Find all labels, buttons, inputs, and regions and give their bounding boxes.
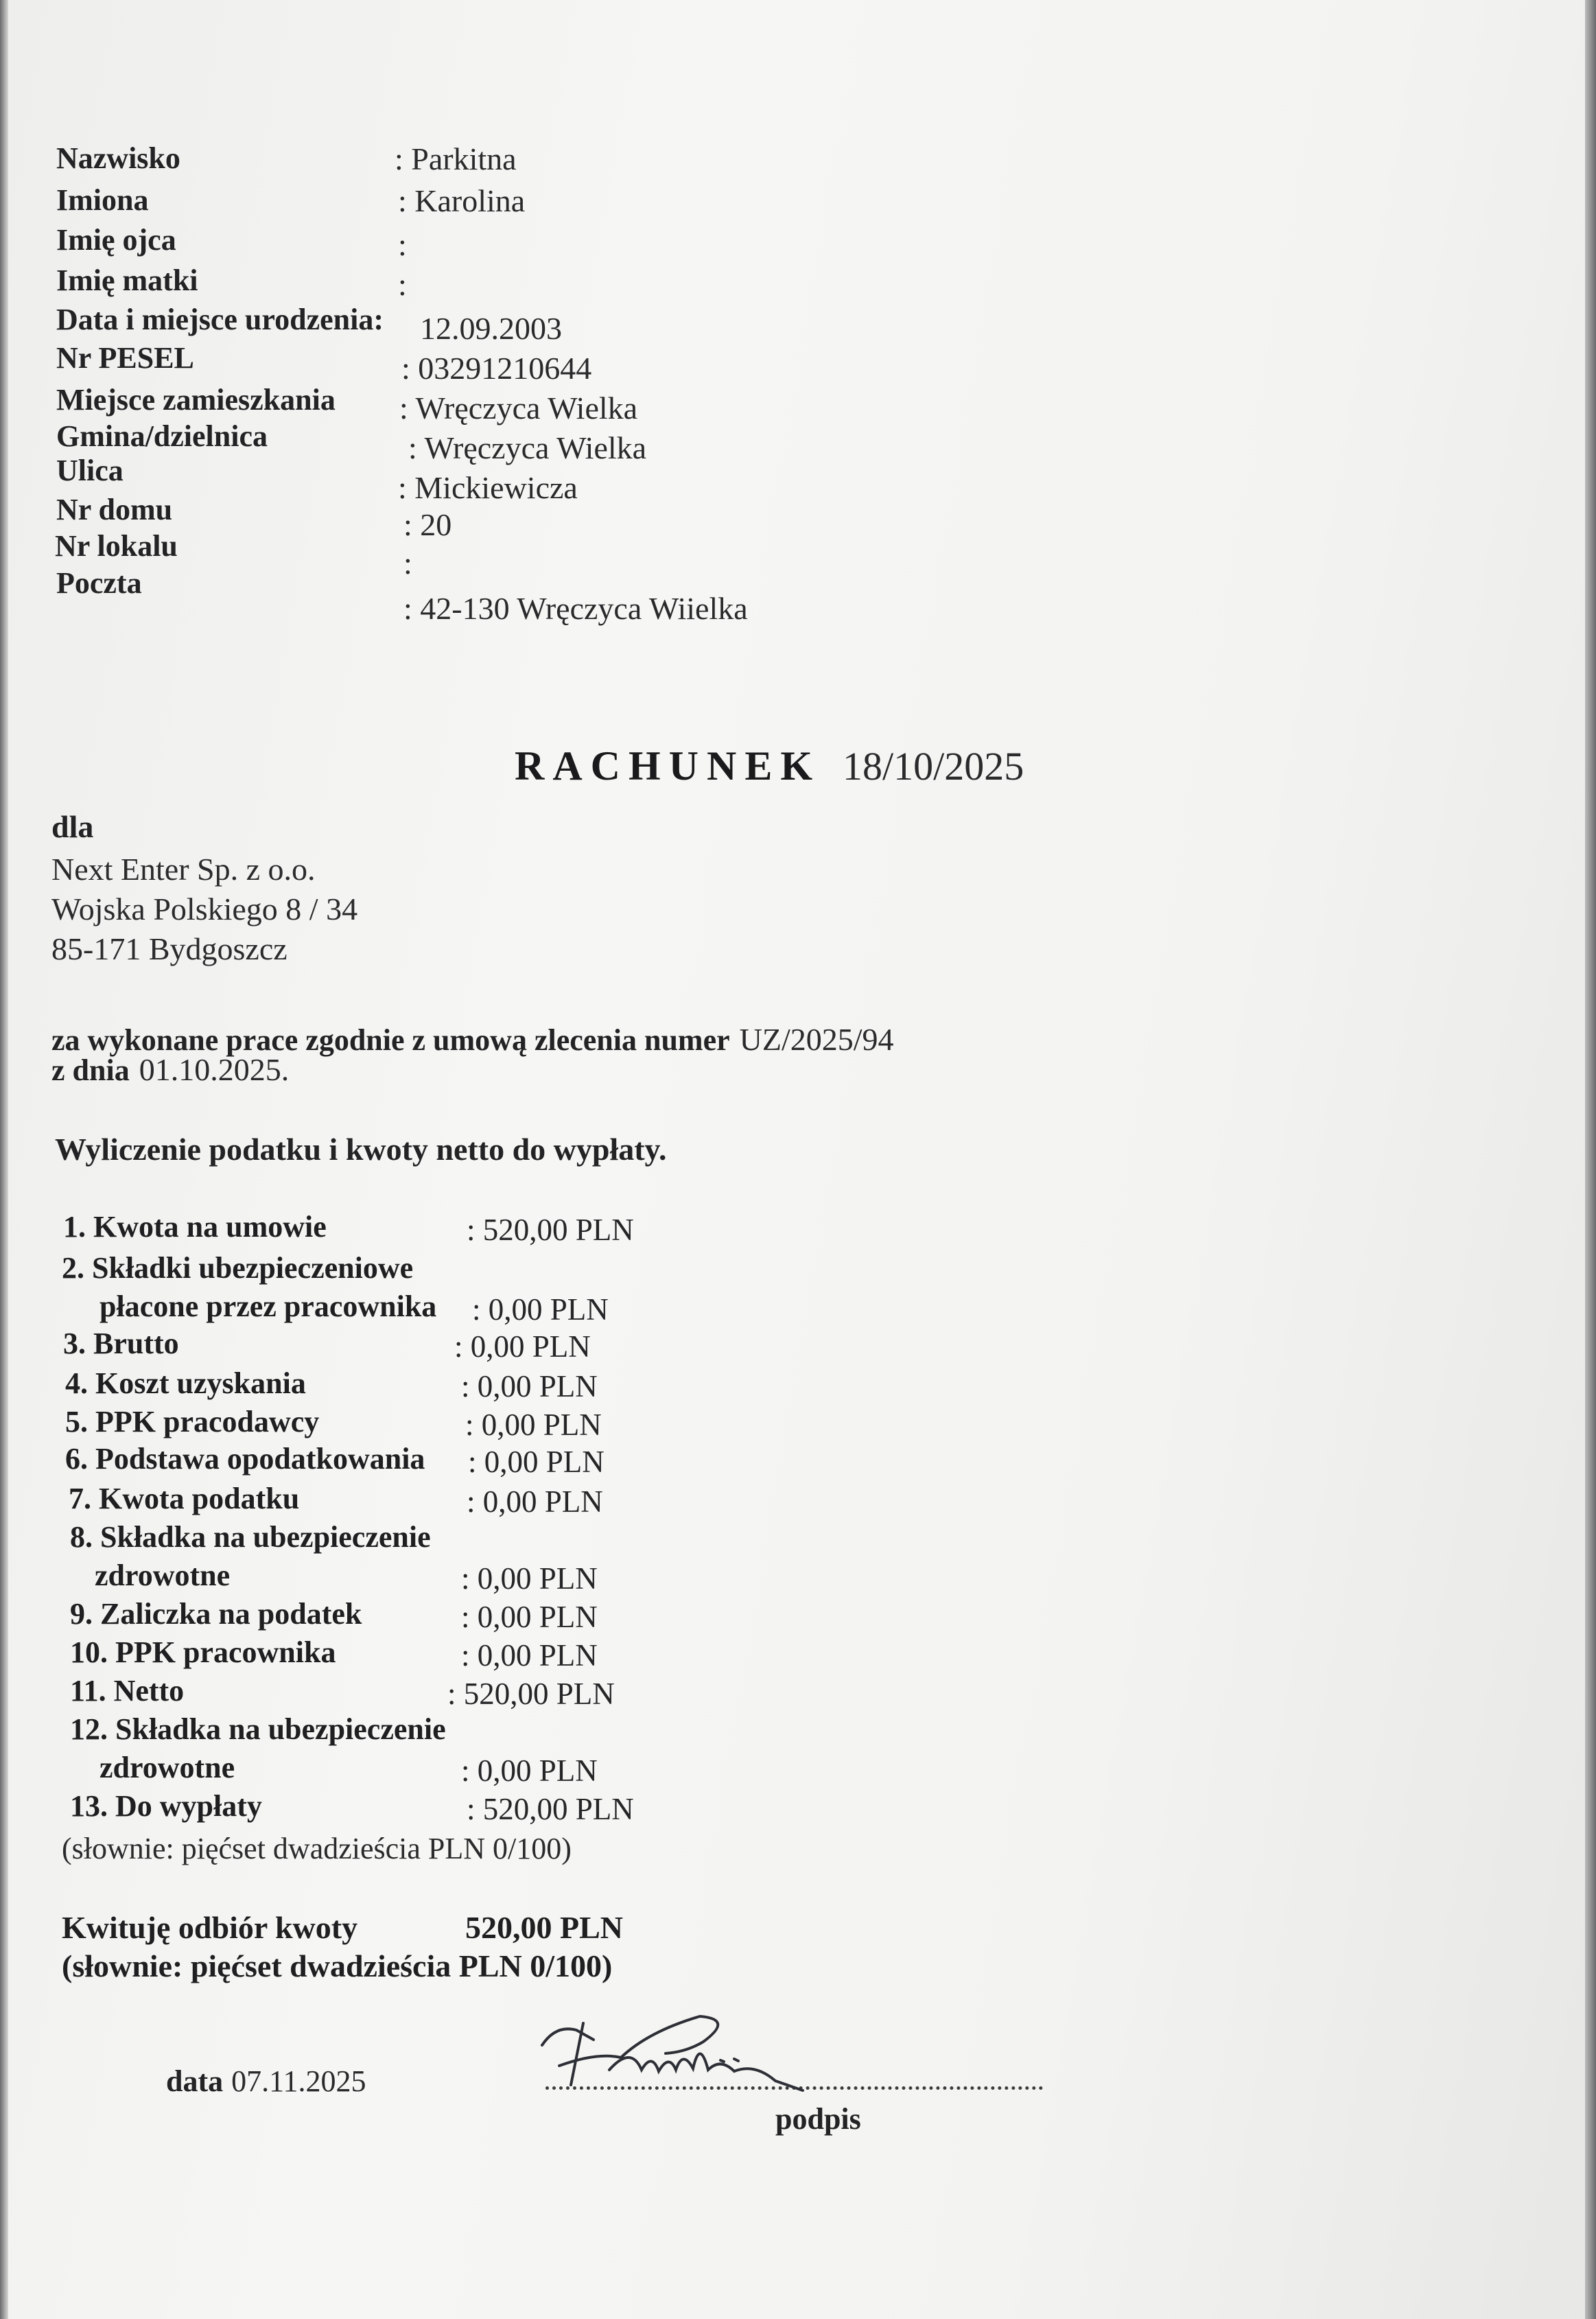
personal-value: : [398,267,407,302]
page-edge-left [0,0,8,2319]
item-label: płacone przez pracownika [99,1290,437,1323]
item-label: 3. Brutto [63,1327,179,1360]
item-label: 9. Zaliczka na podatek [70,1597,362,1631]
receipt-in-words: (słownie: pięćset dwadzieścia PLN 0/100) [62,1948,613,1983]
page-edge-right [1585,0,1596,2319]
item-amount: : 520,00 PLN [467,1792,634,1826]
personal-label: Nazwisko [56,141,180,175]
item-label: 7. Kwota podatku [69,1482,300,1515]
item-amount: : 520,00 PLN [467,1213,634,1247]
personal-value: : [403,546,412,581]
item-amount: : 0,00 PLN [468,1445,605,1479]
item-label: 12. Składka na ubezpieczenie [70,1712,446,1746]
personal-value: : Wręczyca Wielka [408,430,647,465]
contract-text: za wykonane prace zgodnie z umową zlecenia numer [51,1023,730,1057]
personal-label: Nr domu [56,493,173,526]
personal-label: Ulica [56,454,124,487]
item-amount: : 520,00 PLN [447,1677,615,1711]
date-label: data [166,2064,224,2098]
calc-heading: Wyliczenie podatku i kwoty netto do wypłaty. [55,1132,667,1167]
recipient-street: Wojska Polskiego 8 / 34 [51,892,358,927]
personal-value: : 42-130 Wręczyca Wiielka [403,591,748,626]
item-label: 4. Koszt uzyskania [65,1366,306,1400]
personal-value: : 20 [403,507,452,542]
date-value: 07.11.2025 [231,2064,366,2098]
item-label: zdrowotne [95,1559,231,1592]
amount-in-words: (słownie: pięćset dwadzieścia PLN 0/100) [62,1832,572,1865]
item-label: zdrowotne [99,1751,235,1784]
item-amount: : 0,00 PLN [461,1600,598,1634]
personal-label: Nr lokalu [55,529,178,563]
receipt-amount: 520,00 PLN [465,1910,623,1945]
item-amount: : 0,00 PLN [461,1369,598,1403]
item-amount: : 0,00 PLN [461,1638,598,1673]
item-label: 8. Składka na ubezpieczenie [70,1520,431,1554]
contract-line-2 [51,1051,289,1088]
item-label: 11. Netto [70,1674,185,1708]
item-amount: : 0,00 PLN [472,1292,609,1327]
personal-label: Imiona [56,183,149,217]
personal-label: Gmina/dzielnica [56,419,268,453]
personal-label: Poczta [56,566,142,600]
personal-label: Nr PESEL [56,341,194,375]
recipient-for-label: dla [51,809,94,844]
contract-date: 01.10.2025. [139,1052,290,1087]
item-amount: : 0,00 PLN [461,1561,598,1596]
item-label: 1. Kwota na umowie [63,1210,327,1244]
personal-value: : 03291210644 [401,351,592,386]
item-label: 5. PPK pracodawcy [65,1405,320,1438]
personal-value: : [398,227,407,262]
recipient-city: 85-171 Bydgoszcz [51,931,287,966]
title-word: RACHUNEK [515,743,821,789]
item-label: 10. PPK pracownika [70,1635,336,1669]
item-amount: : 0,00 PLN [454,1329,591,1364]
item-label: 6. Podstawa opodatkowania [65,1442,425,1476]
footer-date [166,2064,366,2099]
receipt-label: Kwituję odbiór kwoty [62,1910,358,1945]
recipient-name: Next Enter Sp. z o.o. [51,852,316,887]
item-amount: : 0,00 PLN [465,1408,602,1442]
item-label: 2. Składki ubezpieczeniowe [62,1251,414,1285]
personal-label: Miejsce zamieszkania [56,383,336,417]
item-label: 13. Do wypłaty [70,1789,262,1823]
personal-value: : Karolina [398,183,526,218]
title-number: 18/10/2025 [843,744,1024,789]
contract-number: UZ/2025/94 [739,1022,894,1057]
signature-label: podpis [775,2102,861,2136]
personal-value: : Wręczyca Wielka [399,391,638,426]
item-amount: : 0,00 PLN [461,1753,598,1788]
personal-label: Imię ojca [56,223,176,257]
personal-label: Data i miejsce urodzenia: [56,303,384,336]
document-title [515,743,1024,790]
contract-date-label: z dnia [51,1053,130,1087]
handwritten-signature [528,2004,817,2100]
personal-value: : Mickiewicza [398,470,578,505]
item-amount: : 0,00 PLN [467,1484,603,1519]
personal-value: 12.09.2003 [420,311,562,346]
personal-label: Imię matki [56,264,198,297]
personal-value: : Parkitna [395,141,517,176]
